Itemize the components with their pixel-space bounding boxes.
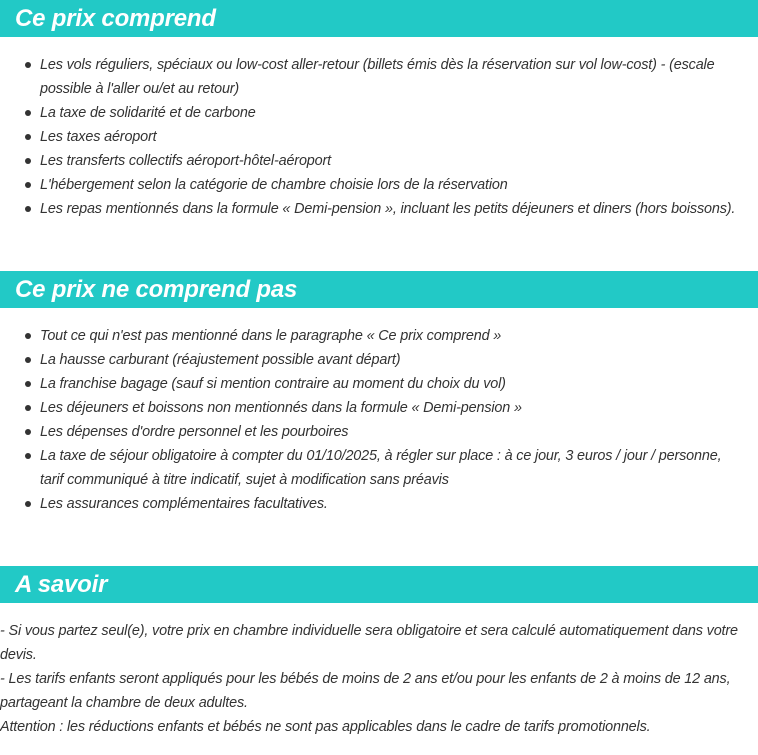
list-item: Tout ce qui n'est pas mentionné dans le paragraphe « Ce prix comprend » (0, 324, 758, 348)
list-item: La hausse carburant (réajustement possible avant départ) (0, 348, 758, 372)
list-item: L'hébergement selon la catégorie de chambre choisie lors de la réservation (0, 173, 758, 197)
bullet-icon (25, 134, 31, 140)
list-item: Les dépenses d'ordre personnel et les pourboires (0, 420, 758, 444)
bullet-icon (25, 501, 31, 507)
list-item: La franchise bagage (sauf si mention contraire au moment du choix du vol) (0, 372, 758, 396)
section-title-included: Ce prix comprend (15, 5, 216, 32)
info-paragraph: - Les tarifs enfants seront appliqués pour les bébés de moins de 2 ans et/ou pour les enfants de 2 à moins de 12 ans, partageant la chambre de deux adultes. (0, 671, 731, 711)
section-header-good-to-know (0, 566, 758, 603)
info-paragraph: - Si vous partez seul(e), votre prix en chambre individuelle sera obligatoire et sera calculé automatiquement dans votre devis. (0, 623, 738, 663)
bullet-icon (25, 158, 31, 164)
section-title-not-included: Ce prix ne comprend pas (15, 276, 298, 303)
included-list (0, 53, 758, 221)
section-title-good-to-know: A savoir (15, 571, 108, 598)
bullet-icon (25, 62, 31, 68)
list-item: Les assurances complémentaires facultatives. (0, 492, 758, 516)
list-item: Les taxes aéroport (0, 125, 758, 149)
bullet-icon (25, 110, 31, 116)
list-item: Les repas mentionnés dans la formule « Demi-pension », incluant les petits déjeuners et diners (hors boissons). (0, 197, 758, 221)
info-paragraph: Attention : les réductions enfants et bébés ne sont pas applicables dans le cadre de tarifs promotionnels. (0, 719, 651, 735)
bullet-icon (25, 182, 31, 188)
list-item: La taxe de solidarité et de carbone (0, 101, 758, 125)
bullet-icon (25, 333, 31, 339)
section-header-included (0, 0, 758, 37)
bullet-icon (25, 429, 31, 435)
bullet-icon (25, 206, 31, 212)
bullet-icon (25, 405, 31, 411)
list-item: Les transferts collectifs aéroport-hôtel-aéroport (0, 149, 758, 173)
not-included-list (0, 324, 758, 516)
list-item: Les vols réguliers, spéciaux ou low-cost aller-retour (billets émis dès la réservation sur vol low-cost) - (escale possible à l'aller ou/et au retour) (0, 53, 758, 101)
bullet-icon (25, 453, 31, 459)
bullet-icon (25, 357, 31, 363)
good-to-know-text (0, 619, 755, 739)
list-item: La taxe de séjour obligatoire à compter du 01/10/2025, à régler sur place : à ce jour, 3 euros / jour / personne, tarif communiqué à titre indicatif, sujet à modification sans préavis (0, 444, 758, 492)
section-header-not-included (0, 271, 758, 308)
bullet-icon (25, 381, 31, 387)
list-item: Les déjeuners et boissons non mentionnés dans la formule « Demi-pension » (0, 396, 758, 420)
